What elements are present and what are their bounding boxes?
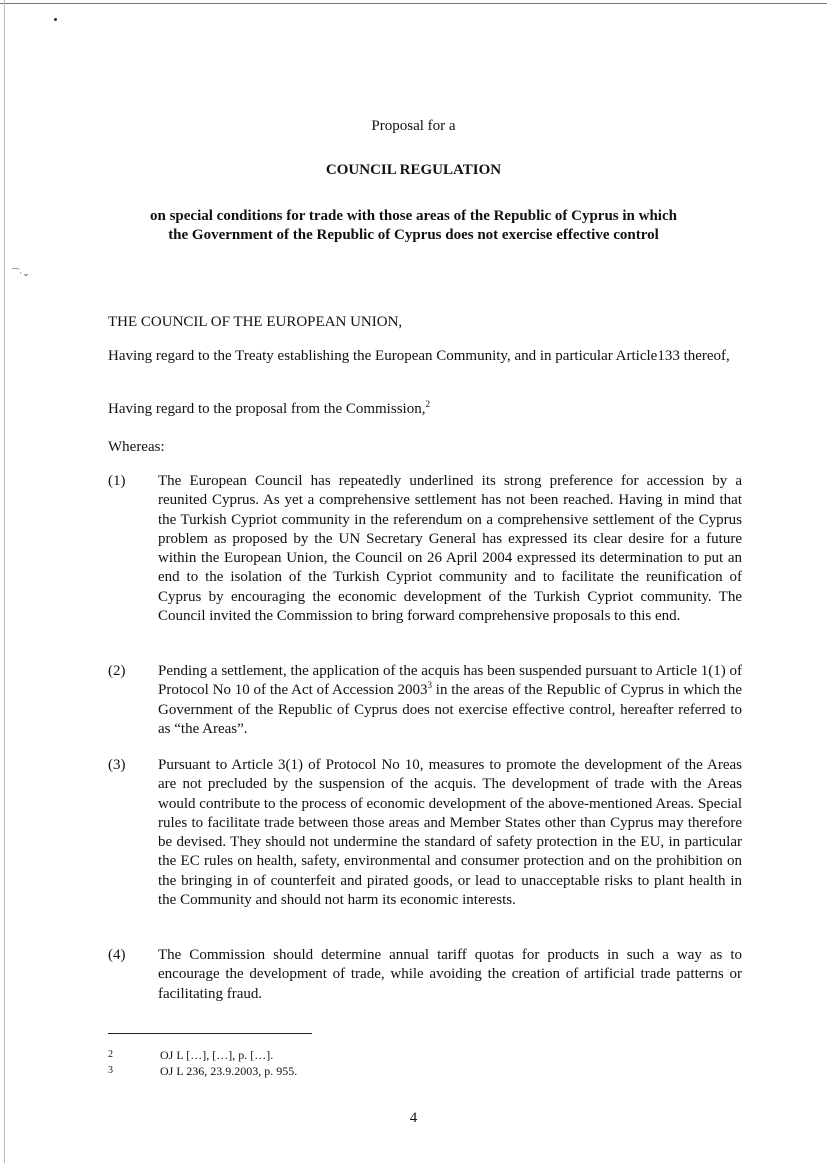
recital-number: (4) (108, 947, 126, 963)
document-subtitle-line2: the Government of the Republic of Cyprus does not exercise effective control (168, 227, 659, 243)
regard-treaty: Having regard to the Treaty establishing the European Community, and in particular Article133 thereof, (108, 348, 730, 364)
footnote-ref-2[interactable]: 2 (425, 399, 430, 409)
footnote-ref-3[interactable]: 3 (427, 680, 432, 691)
footnote-text: OJ L 236, 23.9.2003, p. 955. (160, 1064, 298, 1078)
footnote-text: OJ L […], […], p. […]. (160, 1048, 274, 1062)
scan-mark: ⁀·⌄ (12, 268, 30, 278)
footnote-number: 2 (108, 1049, 113, 1060)
scan-speck (54, 18, 57, 21)
scan-top-edge (0, 3, 827, 4)
recital-number: (1) (108, 473, 126, 489)
recital-text: Pending a settlement, the application of the acquis has been suspended pursuant to Article 1(1) of Protocol No 10 of the Act of Accession 2003$^3$ in the areas of the Republic of Cyprus in which the Government of the Republic of Cyprus does not exercise effective control, hereafter referred to as “the Areas”. (158, 663, 743, 737)
recital-number: (3) (108, 757, 126, 773)
recital-number: (2) (108, 663, 126, 679)
footnote-number: 3 (108, 1065, 113, 1076)
recital-text: The European Council has repeatedly underlined its strong preference for accession by a reunited Cyprus. As yet a comprehensive settlement has not been reached. Having in mind that the Turkish Cypriot community in the referendum on a comprehensive settlement of the Cyprus problem as proposed by the UN Secretary General has expressed its clear desire for a future within the European Union, the Council on 26 April 2004 expressed its determination to put an end to the isolation of the Turkish Cypriot community and to facilitate the reunification of Cyprus by encouraging the economic development of the Turkish Cypriot community. The Council invited the Commission to bring forward comprehensive proposals to this end. (158, 473, 742, 625)
document-subtitle-line1: on special conditions for trade with those areas of the Republic of Cyprus in which (150, 208, 677, 224)
recital-text: Pursuant to Article 3(1) of Protocol No 10, measures to promote the development of the Areas are not precluded by the suspension of the acquis. The development of trade with the Areas would contribute to the process of economic development of the above-mentioned Areas. Special rules to facilitate trade between those areas and Member States other than Cyprus may therefore be devised. They should not undermine the standard of safety protection in the EU, in particular the EC rules on health, safety, environmental and consumer protection and on the prohibition on the bringing in of counterfeit and pirated goods, or lead to unacceptable risks to plant health in the Community and should not harm its economic interests. (158, 757, 742, 909)
page-number: 4 (409, 1110, 418, 1126)
proposal-label: Proposal for a (371, 118, 456, 134)
whereas-heading: Whereas: (108, 439, 165, 455)
council-heading: THE COUNCIL OF THE EUROPEAN UNION, (108, 314, 403, 330)
footnote-separator (108, 1033, 312, 1034)
document-title: COUNCIL REGULATION (325, 162, 502, 178)
recital-text: The Commission should determine annual tariff quotas for products in such a way as to encourage the development of trade, while avoiding the creation of artificial trade patterns or facilitating fraud. (158, 947, 742, 1002)
regard-proposal: Having regard to the proposal from the Commission,$^2$ (108, 399, 430, 417)
